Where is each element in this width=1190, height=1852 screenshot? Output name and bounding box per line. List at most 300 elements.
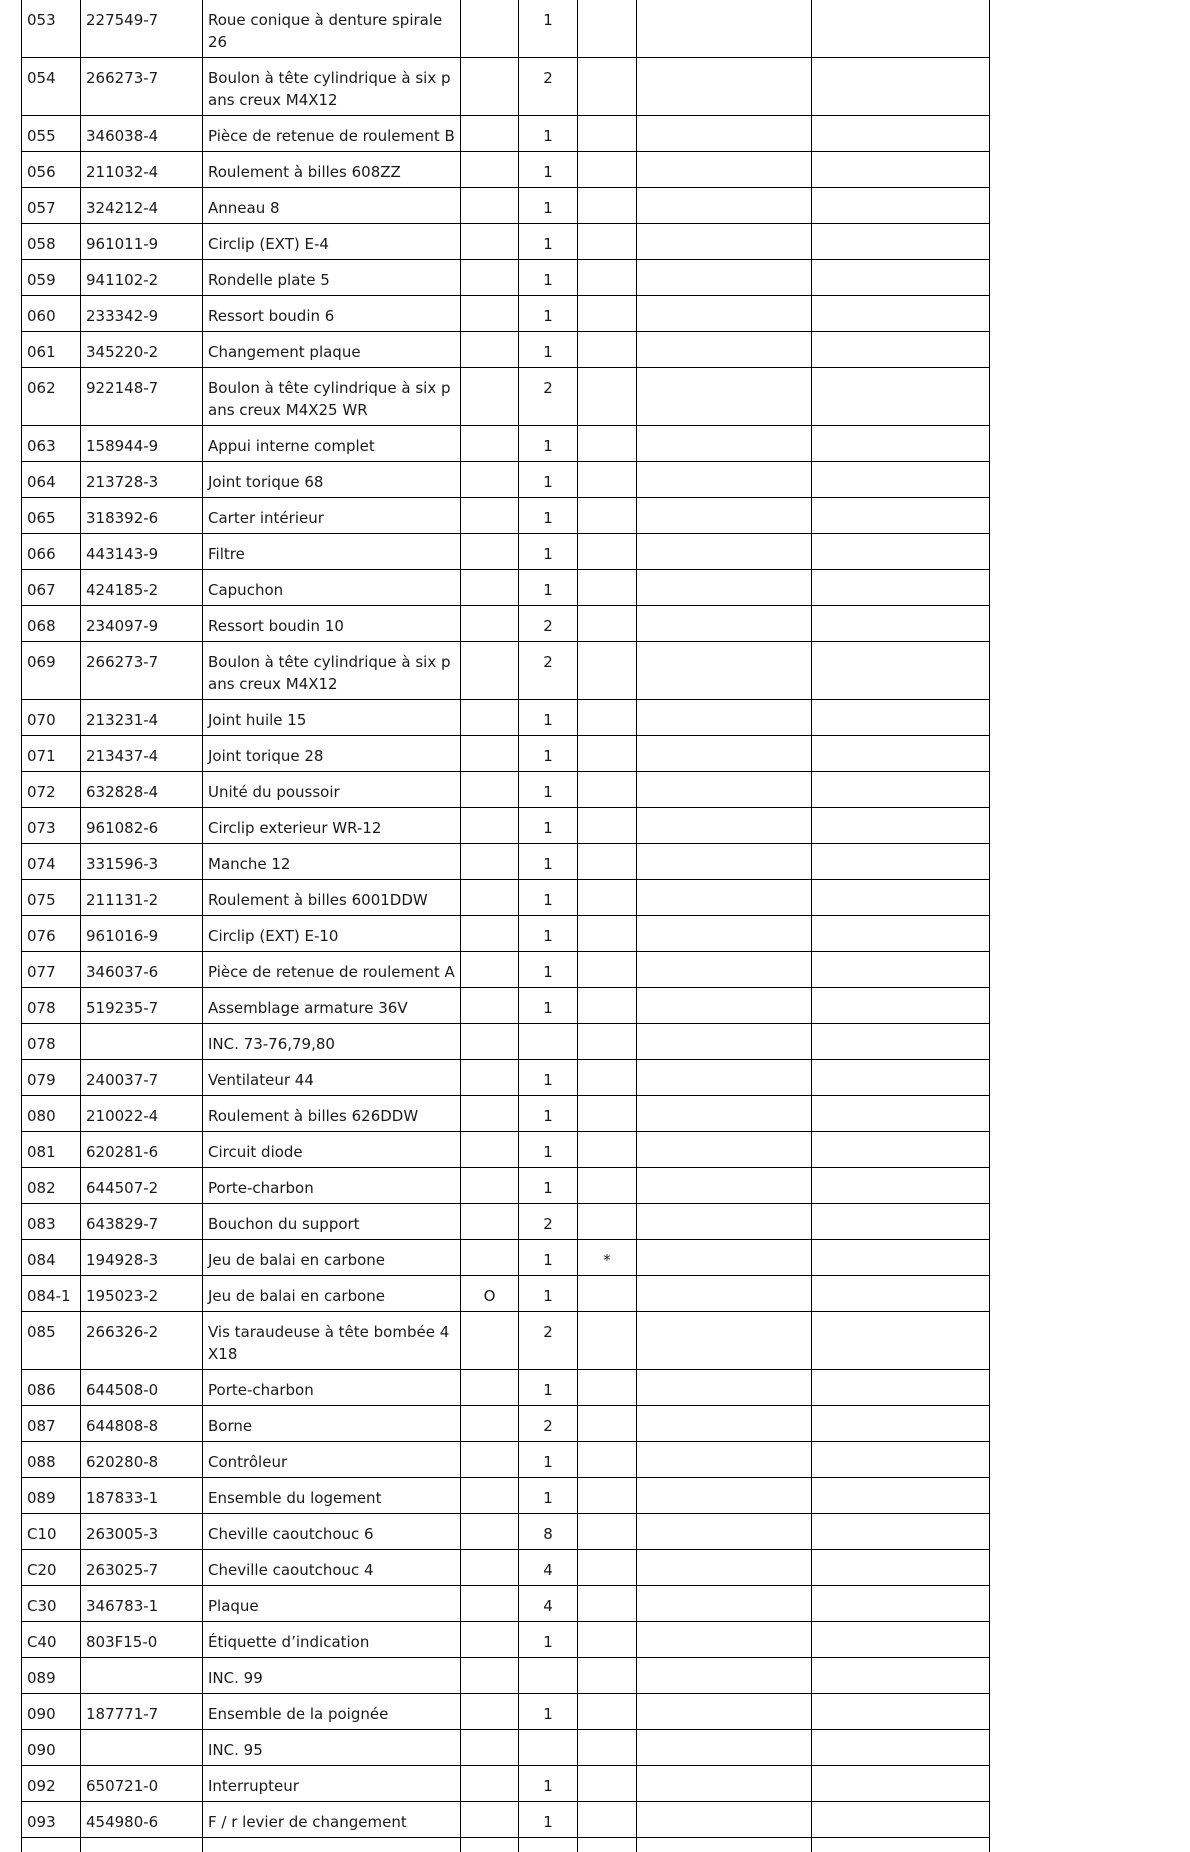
part-description: Joint torique 68	[203, 462, 461, 498]
item-number: 083	[22, 1204, 81, 1240]
empty-cell	[637, 1766, 812, 1802]
empty-cell	[637, 1514, 812, 1550]
empty-cell	[812, 534, 990, 570]
part-note	[578, 332, 637, 368]
table-row	[22, 58, 990, 116]
part-flag	[461, 1096, 519, 1132]
part-quantity: 1	[519, 1060, 578, 1096]
table-row	[22, 462, 990, 498]
item-number: 082	[22, 1168, 81, 1204]
part-note	[578, 952, 637, 988]
part-quantity: 1	[519, 952, 578, 988]
empty-cell	[637, 116, 812, 152]
table-row	[22, 1658, 990, 1694]
part-note	[578, 1132, 637, 1168]
item-number: 085	[22, 1312, 81, 1370]
part-number: 266273-7	[81, 642, 203, 700]
part-quantity: 1	[519, 844, 578, 880]
part-quantity: 1	[519, 808, 578, 844]
part-flag	[461, 1204, 519, 1240]
item-number: 057	[22, 188, 81, 224]
part-number: 194928-3	[81, 1240, 203, 1276]
part-note	[578, 1514, 637, 1550]
table-row	[22, 0, 990, 58]
part-flag	[461, 1622, 519, 1658]
part-quantity: 1	[519, 916, 578, 952]
part-quantity: 1	[519, 1802, 578, 1838]
part-flag	[461, 808, 519, 844]
part-note	[578, 1550, 637, 1586]
part-description: Vis taraudeuse à tête bombée 4X18	[203, 1312, 461, 1370]
part-description: Carter intérieur	[203, 498, 461, 534]
table-row	[22, 332, 990, 368]
part-description: Changement plaque	[203, 332, 461, 368]
part-description: Roulement à billes 6001DDW	[203, 880, 461, 916]
empty-cell	[812, 426, 990, 462]
part-flag	[461, 116, 519, 152]
table-row	[22, 988, 990, 1024]
table-row	[22, 1802, 990, 1838]
empty-cell	[812, 736, 990, 772]
table-row	[22, 1694, 990, 1730]
part-number: 346037-6	[81, 952, 203, 988]
table-row	[22, 116, 990, 152]
part-description: Roue conique à denture spirale 26	[203, 0, 461, 58]
part-note	[578, 152, 637, 188]
table-row	[22, 772, 990, 808]
part-note	[578, 808, 637, 844]
part-description: Jeu de balai en carbone	[203, 1276, 461, 1312]
empty-cell	[461, 1838, 519, 1852]
item-number: 080	[22, 1096, 81, 1132]
empty-cell	[812, 700, 990, 736]
part-description: Pièce de retenue de roulement A	[203, 952, 461, 988]
part-flag	[461, 916, 519, 952]
part-flag	[461, 1240, 519, 1276]
item-number: 061	[22, 332, 81, 368]
part-description: Circlip (EXT) E-4	[203, 224, 461, 260]
part-note	[578, 570, 637, 606]
empty-cell	[637, 0, 812, 58]
empty-cell	[812, 58, 990, 116]
table-row	[22, 1766, 990, 1802]
item-number: 079	[22, 1060, 81, 1096]
part-description: Boulon à tête cylindrique à six pans creux M4X25 WR	[203, 368, 461, 426]
empty-cell	[637, 808, 812, 844]
part-number: 324212-4	[81, 188, 203, 224]
item-number: 087	[22, 1406, 81, 1442]
part-number: 644507-2	[81, 1168, 203, 1204]
table-row	[22, 736, 990, 772]
part-flag	[461, 426, 519, 462]
part-number: 632828-4	[81, 772, 203, 808]
part-description: Étiquette d’indication	[203, 1622, 461, 1658]
part-description: Appui interne complet	[203, 426, 461, 462]
part-flag	[461, 368, 519, 426]
table-row	[22, 224, 990, 260]
item-number: C20	[22, 1550, 81, 1586]
part-quantity: 1	[519, 224, 578, 260]
part-note	[578, 988, 637, 1024]
parts-table	[21, 0, 990, 1852]
part-number: 346038-4	[81, 116, 203, 152]
item-number: 058	[22, 224, 81, 260]
part-number: 644808-8	[81, 1406, 203, 1442]
item-number: 064	[22, 462, 81, 498]
item-number: 089	[22, 1658, 81, 1694]
part-quantity: 1	[519, 1096, 578, 1132]
empty-cell	[637, 188, 812, 224]
empty-cell	[637, 736, 812, 772]
table-row	[22, 570, 990, 606]
item-number: 092	[22, 1766, 81, 1802]
part-note	[578, 700, 637, 736]
table-row	[22, 426, 990, 462]
table-row	[22, 1478, 990, 1514]
table-row	[22, 1168, 990, 1204]
part-flag	[461, 1168, 519, 1204]
part-number: 643829-7	[81, 1204, 203, 1240]
part-number: 519235-7	[81, 988, 203, 1024]
part-number: 187833-1	[81, 1478, 203, 1514]
part-number: 941102-2	[81, 260, 203, 296]
part-flag	[461, 1802, 519, 1838]
item-number: 075	[22, 880, 81, 916]
empty-cell	[637, 1168, 812, 1204]
part-flag	[461, 700, 519, 736]
empty-cell	[637, 152, 812, 188]
item-number: 056	[22, 152, 81, 188]
empty-cell	[812, 1730, 990, 1766]
empty-cell	[637, 1204, 812, 1240]
part-flag	[461, 1730, 519, 1766]
part-flag	[461, 1694, 519, 1730]
part-note	[578, 498, 637, 534]
empty-cell	[637, 772, 812, 808]
empty-cell	[637, 368, 812, 426]
empty-cell	[637, 534, 812, 570]
table-row	[22, 1370, 990, 1406]
part-note	[578, 296, 637, 332]
part-description: Jeu de balai en carbone	[203, 1240, 461, 1276]
empty-cell	[812, 570, 990, 606]
part-flag	[461, 498, 519, 534]
part-quantity: 1	[519, 1622, 578, 1658]
empty-cell	[637, 224, 812, 260]
empty-cell	[812, 1096, 990, 1132]
empty-cell	[637, 1370, 812, 1406]
part-note	[578, 224, 637, 260]
empty-cell	[637, 1132, 812, 1168]
empty-cell	[812, 642, 990, 700]
part-quantity	[519, 1024, 578, 1060]
part-note	[578, 188, 637, 224]
part-quantity: 2	[519, 1204, 578, 1240]
empty-cell	[812, 880, 990, 916]
part-number	[81, 1658, 203, 1694]
empty-cell	[637, 1694, 812, 1730]
part-note	[578, 1024, 637, 1060]
empty-cell	[637, 1240, 812, 1276]
part-description: Interrupteur	[203, 1766, 461, 1802]
empty-cell	[637, 1060, 812, 1096]
empty-cell	[81, 1838, 203, 1852]
part-description: Porte-charbon	[203, 1370, 461, 1406]
part-quantity: 1	[519, 296, 578, 332]
table-row	[22, 368, 990, 426]
empty-cell	[812, 332, 990, 368]
part-description: Manche 12	[203, 844, 461, 880]
empty-cell	[637, 1730, 812, 1766]
part-note	[578, 736, 637, 772]
part-note: *	[578, 1240, 637, 1276]
part-description: Anneau 8	[203, 188, 461, 224]
part-note	[578, 772, 637, 808]
part-number: 644508-0	[81, 1370, 203, 1406]
item-number: 088	[22, 1442, 81, 1478]
part-description: Ensemble de la poignée	[203, 1694, 461, 1730]
empty-cell	[637, 1622, 812, 1658]
table-row	[22, 1060, 990, 1096]
part-number: 211032-4	[81, 152, 203, 188]
part-note	[578, 606, 637, 642]
part-number: 187771-7	[81, 1694, 203, 1730]
part-quantity: 1	[519, 498, 578, 534]
part-note	[578, 0, 637, 58]
part-description: Ventilateur 44	[203, 1060, 461, 1096]
table-row	[22, 1622, 990, 1658]
part-quantity: 1	[519, 1442, 578, 1478]
table-row	[22, 1132, 990, 1168]
item-number: 084-1	[22, 1276, 81, 1312]
item-number: 055	[22, 116, 81, 152]
item-number: C40	[22, 1622, 81, 1658]
empty-cell	[812, 1406, 990, 1442]
part-number: 158944-9	[81, 426, 203, 462]
part-quantity: 1	[519, 188, 578, 224]
empty-cell	[812, 1442, 990, 1478]
part-flag	[461, 1370, 519, 1406]
table-row	[22, 1096, 990, 1132]
part-number: 266326-2	[81, 1312, 203, 1370]
item-number: 090	[22, 1694, 81, 1730]
item-number: 062	[22, 368, 81, 426]
empty-cell	[812, 1622, 990, 1658]
empty-cell	[637, 1096, 812, 1132]
part-quantity: 1	[519, 1766, 578, 1802]
part-description: Circlip (EXT) E-10	[203, 916, 461, 952]
table-row	[22, 1550, 990, 1586]
table-row	[22, 1406, 990, 1442]
part-number	[81, 1730, 203, 1766]
item-number: 059	[22, 260, 81, 296]
part-number: 213231-4	[81, 700, 203, 736]
item-number: 068	[22, 606, 81, 642]
table-row	[22, 1204, 990, 1240]
part-number: 240037-7	[81, 1060, 203, 1096]
item-number: 053	[22, 0, 81, 58]
empty-cell	[812, 296, 990, 332]
empty-cell	[637, 988, 812, 1024]
part-quantity: 2	[519, 606, 578, 642]
empty-cell	[812, 1240, 990, 1276]
empty-cell	[812, 1514, 990, 1550]
part-flag	[461, 1060, 519, 1096]
part-number: 961082-6	[81, 808, 203, 844]
table-row-cutoff	[22, 1838, 990, 1852]
part-quantity: 1	[519, 1370, 578, 1406]
item-number: 084	[22, 1240, 81, 1276]
part-quantity: 1	[519, 880, 578, 916]
item-number: 078	[22, 988, 81, 1024]
item-number: 074	[22, 844, 81, 880]
part-description: Circlip exterieur WR-12	[203, 808, 461, 844]
table-row	[22, 880, 990, 916]
part-number: 331596-3	[81, 844, 203, 880]
empty-cell	[637, 1550, 812, 1586]
part-flag	[461, 988, 519, 1024]
part-note	[578, 1370, 637, 1406]
part-number: 211131-2	[81, 880, 203, 916]
part-quantity: 4	[519, 1586, 578, 1622]
table-row	[22, 844, 990, 880]
empty-cell	[519, 1838, 578, 1852]
item-number: 065	[22, 498, 81, 534]
part-flag	[461, 772, 519, 808]
part-flag	[461, 880, 519, 916]
part-description: Capuchon	[203, 570, 461, 606]
part-flag	[461, 0, 519, 58]
part-flag	[461, 570, 519, 606]
part-quantity: 1	[519, 1168, 578, 1204]
part-quantity: 1	[519, 570, 578, 606]
table-row	[22, 1240, 990, 1276]
table-row	[22, 606, 990, 642]
part-note	[578, 534, 637, 570]
table-row	[22, 152, 990, 188]
part-number: 195023-2	[81, 1276, 203, 1312]
part-number: 318392-6	[81, 498, 203, 534]
empty-cell	[812, 1586, 990, 1622]
part-flag	[461, 1312, 519, 1370]
part-note	[578, 58, 637, 116]
part-description: Boulon à tête cylindrique à six pans creux M4X12	[203, 642, 461, 700]
table-row	[22, 188, 990, 224]
part-note	[578, 1586, 637, 1622]
item-number: 090	[22, 1730, 81, 1766]
item-number: 069	[22, 642, 81, 700]
empty-cell	[637, 606, 812, 642]
item-number: C10	[22, 1514, 81, 1550]
item-number: 078	[22, 1024, 81, 1060]
table-row	[22, 1024, 990, 1060]
part-number: 227549-7	[81, 0, 203, 58]
part-note	[578, 1204, 637, 1240]
part-description: Cheville caoutchouc 4	[203, 1550, 461, 1586]
part-quantity: 4	[519, 1550, 578, 1586]
table-row	[22, 1276, 990, 1312]
empty-cell	[637, 1024, 812, 1060]
part-description: Roulement à billes 608ZZ	[203, 152, 461, 188]
empty-cell	[812, 1024, 990, 1060]
empty-cell	[637, 1586, 812, 1622]
part-number: 443143-9	[81, 534, 203, 570]
part-number: 620281-6	[81, 1132, 203, 1168]
empty-cell	[637, 1478, 812, 1514]
empty-cell	[203, 1838, 461, 1852]
part-flag	[461, 534, 519, 570]
part-number: 263025-7	[81, 1550, 203, 1586]
part-description: Ressort boudin 6	[203, 296, 461, 332]
table-row	[22, 1730, 990, 1766]
part-description: Ensemble du logement	[203, 1478, 461, 1514]
empty-cell	[637, 462, 812, 498]
part-description: F / r levier de changement	[203, 1802, 461, 1838]
part-description: Porte-charbon	[203, 1168, 461, 1204]
item-number: 071	[22, 736, 81, 772]
part-flag	[461, 1514, 519, 1550]
item-number: 054	[22, 58, 81, 116]
empty-cell	[812, 844, 990, 880]
empty-cell	[812, 1370, 990, 1406]
part-note	[578, 1312, 637, 1370]
part-flag	[461, 332, 519, 368]
part-note	[578, 1622, 637, 1658]
part-note	[578, 368, 637, 426]
part-quantity	[519, 1658, 578, 1694]
part-note	[578, 1802, 637, 1838]
part-flag	[461, 296, 519, 332]
part-description: Bouchon du support	[203, 1204, 461, 1240]
part-number: 961011-9	[81, 224, 203, 260]
part-flag	[461, 1406, 519, 1442]
item-number: 086	[22, 1370, 81, 1406]
item-number: 076	[22, 916, 81, 952]
empty-cell	[812, 1838, 990, 1852]
item-number: 077	[22, 952, 81, 988]
part-description: Contrôleur	[203, 1442, 461, 1478]
part-quantity: 1	[519, 1478, 578, 1514]
part-flag	[461, 1442, 519, 1478]
part-flag	[461, 606, 519, 642]
part-number: 346783-1	[81, 1586, 203, 1622]
empty-cell	[812, 1312, 990, 1370]
part-note	[578, 1096, 637, 1132]
part-description: Assemblage armature 36V	[203, 988, 461, 1024]
empty-cell	[812, 1168, 990, 1204]
part-number: 266273-7	[81, 58, 203, 116]
empty-cell	[812, 0, 990, 58]
part-flag	[461, 260, 519, 296]
part-description: Circuit diode	[203, 1132, 461, 1168]
part-description: Plaque	[203, 1586, 461, 1622]
part-number: 803F15-0	[81, 1622, 203, 1658]
part-quantity: 2	[519, 368, 578, 426]
part-flag	[461, 736, 519, 772]
part-flag	[461, 1478, 519, 1514]
part-flag	[461, 188, 519, 224]
empty-cell	[637, 570, 812, 606]
empty-cell	[812, 1132, 990, 1168]
part-number: 961016-9	[81, 916, 203, 952]
part-number: 454980-6	[81, 1802, 203, 1838]
part-description: Joint torique 28	[203, 736, 461, 772]
part-number: 620280-8	[81, 1442, 203, 1478]
table-row	[22, 1442, 990, 1478]
table-row	[22, 1514, 990, 1550]
empty-cell	[812, 1060, 990, 1096]
part-description: INC. 95	[203, 1730, 461, 1766]
